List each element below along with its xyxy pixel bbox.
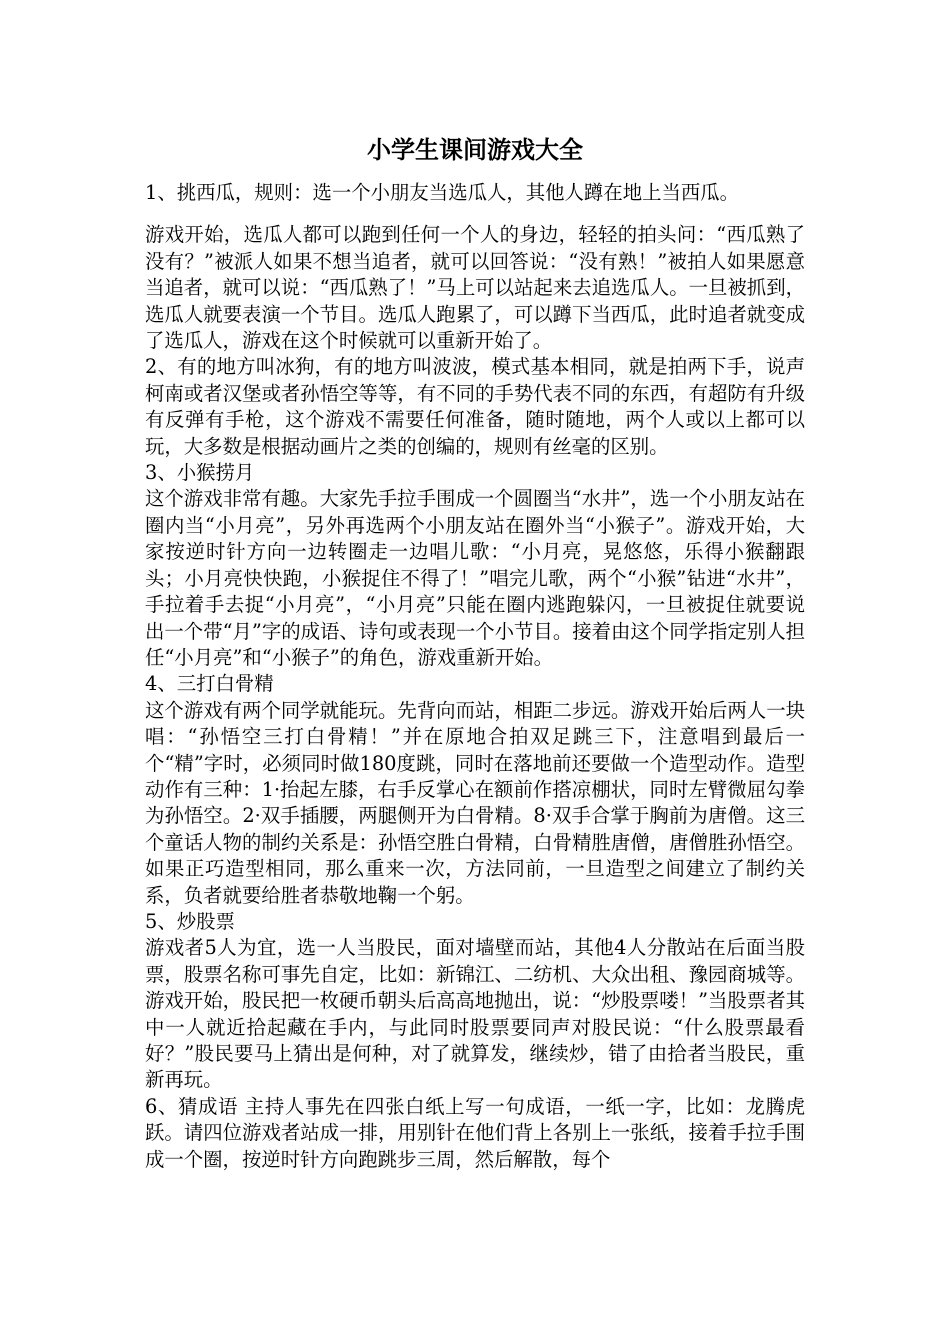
paragraph-game-4: 这个游戏有两个同学就能玩。先背向而站，相距二步远。游戏开始后两人一块唱：“孙悟空三打白骨精！”并在原地合拍双足跳三下，注意唱到最后一个“精”字时，必须同时做180度跳，同时在落地前还要做一个造型动作。造型动作有三种：1·抬起左膝，右手反掌心在额前作搭凉棚状，同时左臂微屈勾拳为孙悟空。2·双手插腰，两腿侧开为白骨精。8·双手合掌于胸前为唐僧。这三个童话人物的制约关系是：孙悟空胜白骨精，白骨精胜唐僧，唐僧胜孙悟空。如果正巧造型相同，那么重来一次，方法同前，一旦造型之间建立了制约关系，负者就要给胜者恭敬地鞠一个躬。: [145, 698, 805, 907]
paragraph-game-6: 6、猜成语 主持人事先在四张白纸上写一句成语，一纸一字，比如：龙腾虎跃。请四位游戏者站成一排，用别针在他们背上各别上一张纸，接着手拉手围 成一个圈，按逆时针方向跑跳步三周，然后解散，每个: [145, 1094, 805, 1171]
document-body: [145, 180, 805, 1173]
heading-game-5: 5、炒股票: [145, 909, 235, 933]
document-title: 小学生课间游戏大全: [367, 136, 583, 164]
paragraph-game-2: 2、有的地方叫冰狗，有的地方叫波波，模式基本相同，就是拍两下手，说声柯南或者汉堡或者孙悟空等等，有不同的手势代表不同的东西，有超防有升级有反弹有手枪，这个游戏不需要任何准备，随时随地，两个人或以上都可以玩，大多数是根据动画片之类的创编的，规则有丝毫的区别。: [145, 355, 805, 458]
paragraph-game-1-rules: 游戏开始，选瓜人都可以跑到任何一个人的身边，轻轻的拍头问：“西瓜熟了没有？”被派人如果不想当追者，就可以回答说：“没有熟！”被拍人如果愿意当追者，就可以说：“西瓜熟了！”马上可以站起来去追选瓜人。一旦被抓到，选瓜人就要表演一个节目。选瓜人跑累了，可以蹲下当西瓜，此时追者就变成了选瓜人，游戏在这个时候就可以重新开始了。: [145, 223, 805, 353]
paragraph-game-5: 游戏者5人为宜，选一人当股民，面对墙壁而站，其他4人分散站在后面当股票，股票名称可事先自定，比如：新锦江、二纺机、大众出租、豫园商城等。游戏开始，股民把一枚硬币朝头后高高地抛出，说：“炒股票喽！”当股票者其中一人就近拾起藏在手内，与此同时股票要同声对股民说：“什么股票最看好？”股民要马上猜出是何种，对了就算发，继续炒，错了由拾者当股民，重新再玩。: [145, 936, 805, 1092]
paragraph-game-1-intro: 1、挑西瓜，规则：选一个小朋友当选瓜人，其他人蹲在地上当西瓜。: [145, 181, 740, 204]
heading-game-4: 4、三打白骨精: [145, 672, 274, 696]
heading-game-3: 3、小猴捞月: [145, 461, 255, 485]
paragraph-game-3: 这个游戏非常有趣。大家先手拉手围成一个圆圈当“水井”，选一个小朋友站在圈内当“小月亮”，另外再选两个小朋友站在圈外当“小猴子”。游戏开始，大家按逆时针方向一边转圈走一边唱儿歌：“小月亮，晃悠悠，乐得小猴翻跟头；小月亮快快跑，小猴捉住不得了！”唱完儿歌，两个“小猴”钻进“水井”，手拉着手去捉“小月亮”，“小月亮”只能在圈内逃跑躲闪，一旦被捉住就要说出一个带“月”字的成语、诗句或表现一个小节目。接着由这个同学指定别人担任“小月亮”和“小猴子”的角色，游戏重新开始。: [145, 487, 805, 669]
